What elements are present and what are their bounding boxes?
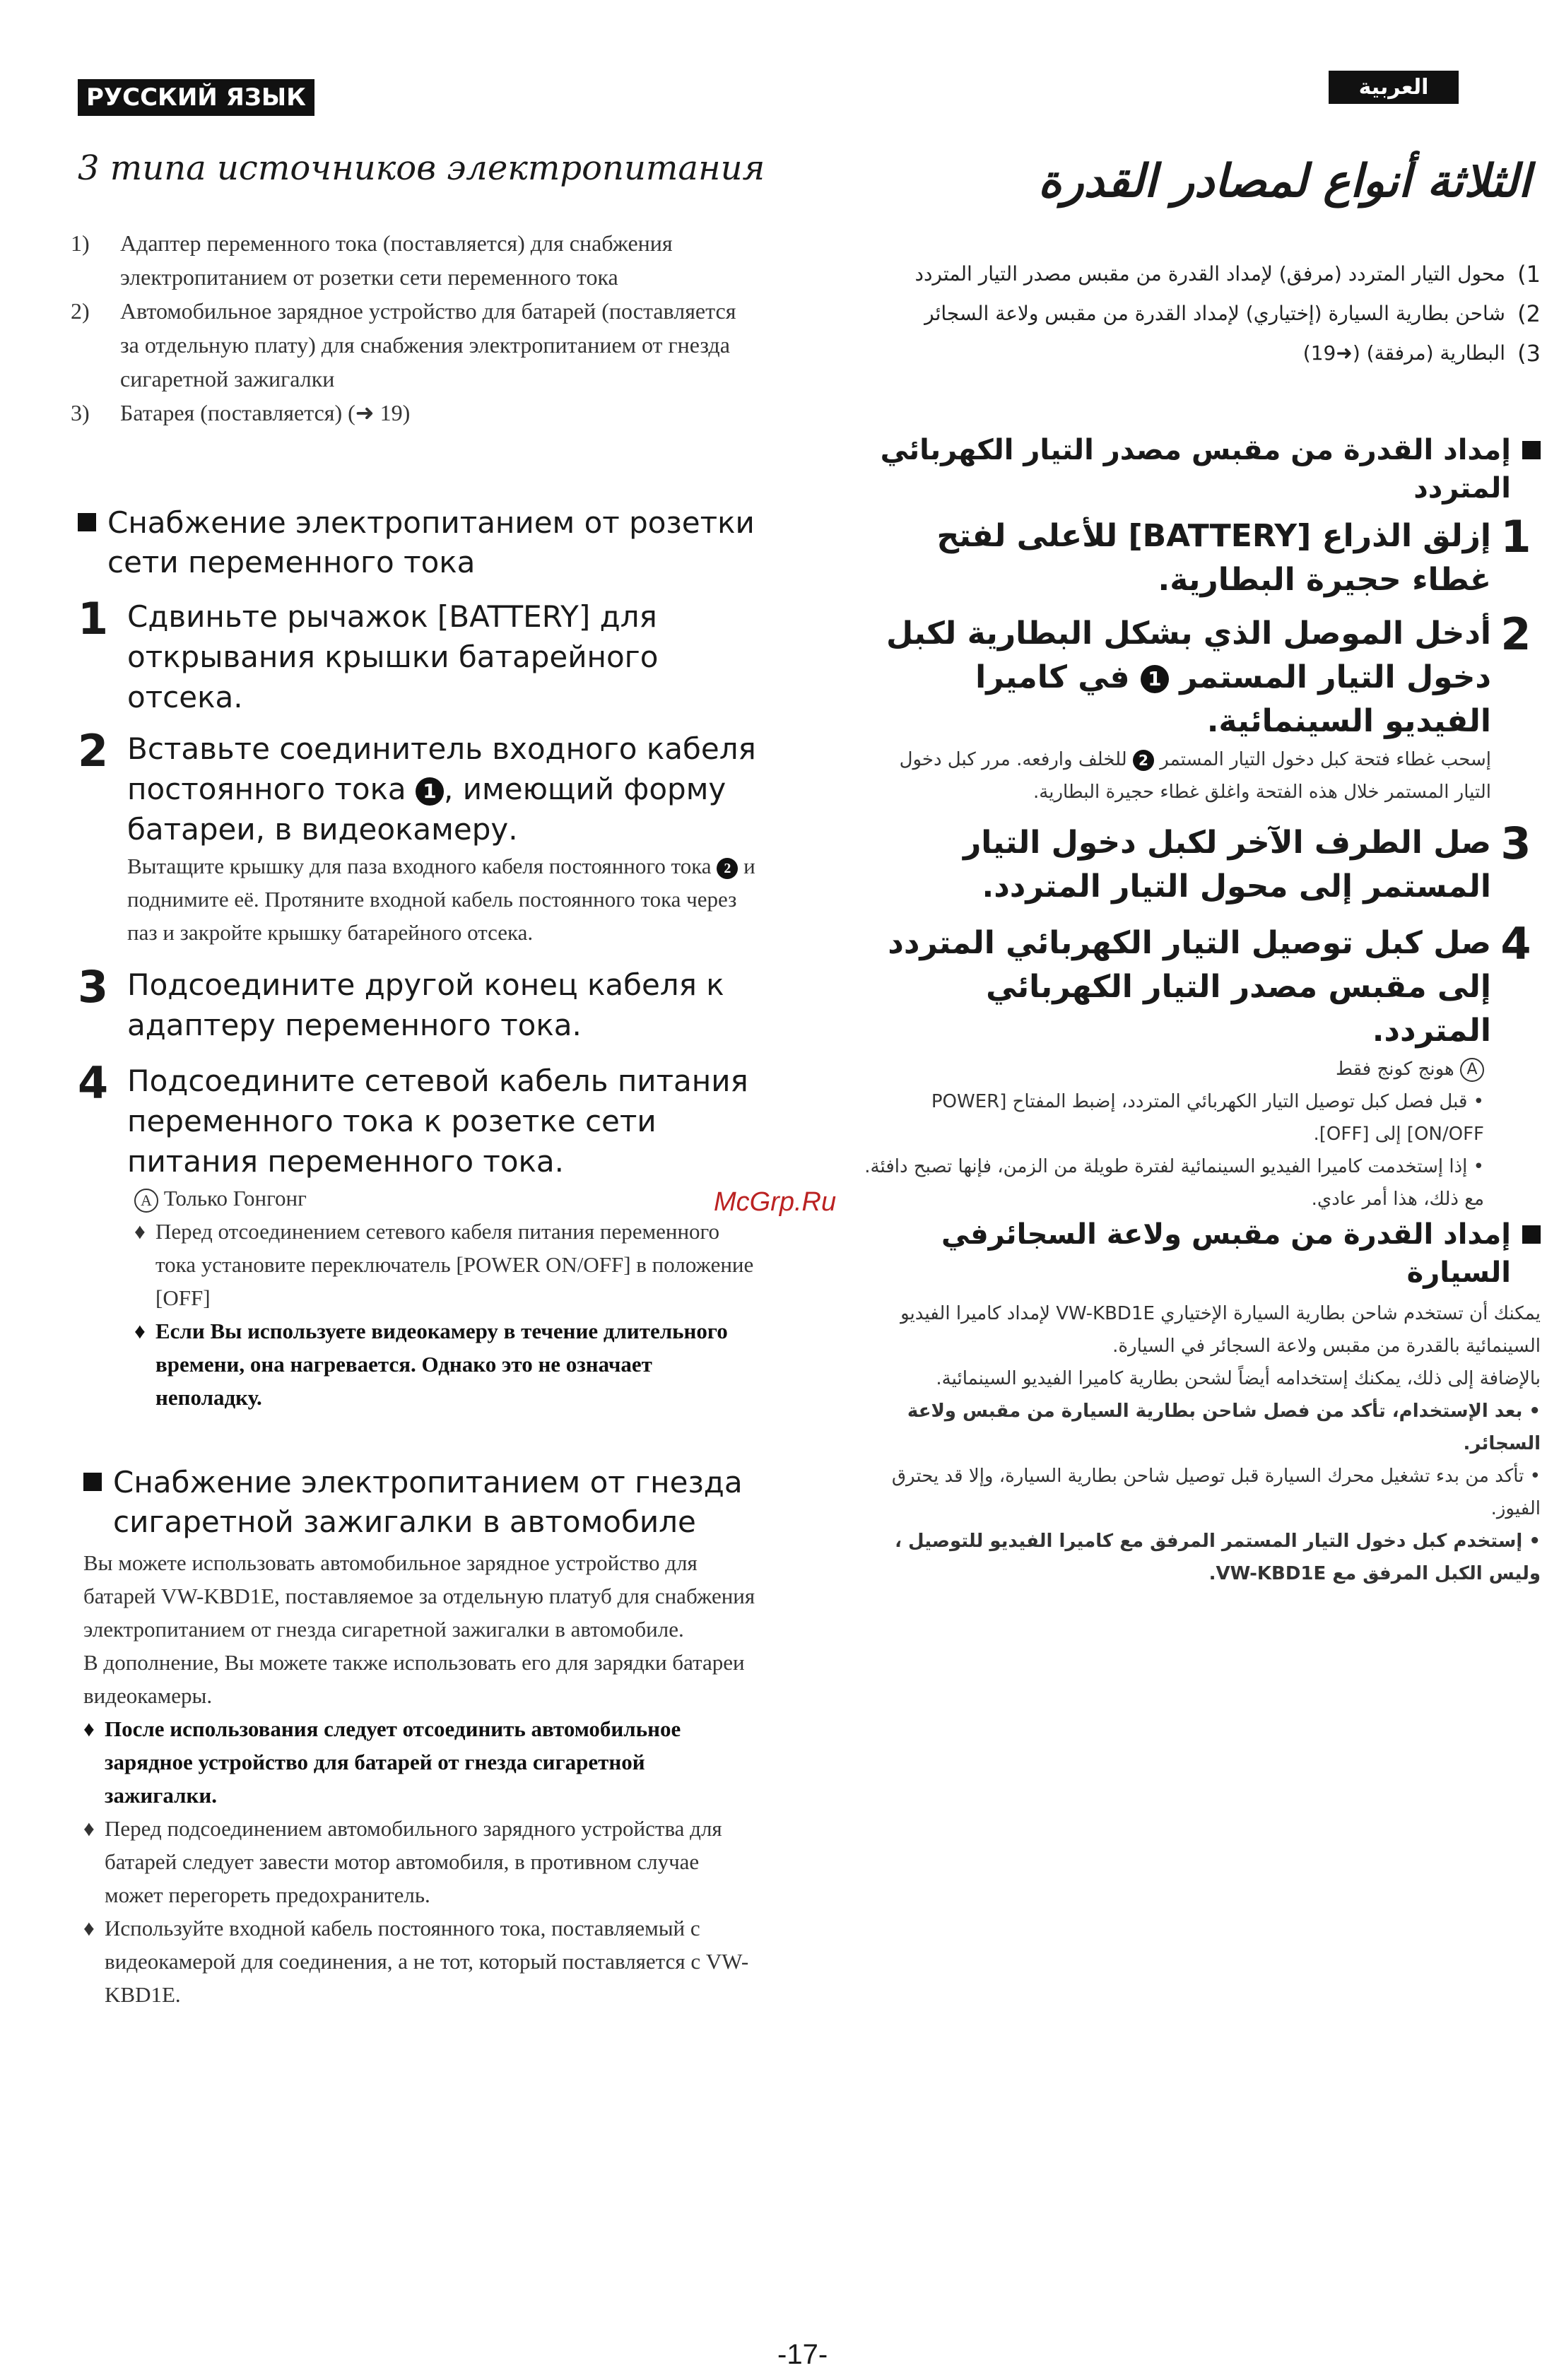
circled-number-icon: 1 — [416, 777, 444, 806]
ar-section-heading: إمداد القدرة من مقبس مصدر التيار الكهربائي المتردد — [862, 431, 1541, 507]
ar-paragraph: بالإضافة إلى ذلك، يمكنك إستخدامه أيضاً لشحن بطارية كاميرا الفيديو السينمائية. — [936, 1368, 1541, 1389]
square-bullet-icon — [1522, 441, 1541, 459]
circled-number-icon: 2 — [717, 858, 738, 879]
ar-bullet: • إذا إستخدمت كاميرا الفيديو السينمائية لفترة طويلة من الزمن، فإنها تصبح دافئة. مع ذلك، هذا أمر عادي. — [864, 1156, 1484, 1210]
ru-section-ac-outlet — [78, 503, 756, 1414]
circled-number-icon: 2 — [1133, 750, 1154, 771]
ru-section-heading: Снабжение электропитанием от розетки сети переменного тока — [78, 503, 756, 582]
ar-bullet: • بعد الإستخدام، تأكد من فصل شاحن بطارية السيارة من مقبس ولاعة السجائر. — [907, 1401, 1541, 1454]
list-item: 1) محول التيار المتردد (مرفق) لإمداد القدرة من مقبس مصدر التيار المتردد — [914, 261, 1541, 288]
ru-step-4: 4 Подсоедините сетевой кабель питания переменного тока к розетке сети питания переменного тока. — [78, 1057, 748, 1179]
square-bullet-icon — [83, 1473, 102, 1491]
language-badge-arabic: العربية — [1329, 71, 1459, 104]
ru-bullet: ♦ После использования следует отсоединить автомобильное зарядное устройство для батарей от гнезда сигаретной зажигалки. — [83, 1716, 681, 1808]
square-bullet-icon — [78, 513, 96, 531]
page-number: -17- — [777, 2339, 828, 2370]
ar-bullet: • تأكد من بدء تشغيل محرك السيارة قبل توصيل شاحن بطارية السيارة، وإلا قد يحترق الفيوز. — [891, 1466, 1541, 1519]
ru-section-heading: Снабжение электропитанием от гнезда сигаретной зажигалки в автомобиле — [83, 1463, 762, 1542]
ru-step-3: 3 Подсоедините другой конец кабеля к адаптеру переменного тока. — [78, 961, 724, 1042]
list-item: 2) شاحن بطارية السيارة (إختياري) لإمداد القدرة من مقبس ولاعة السجائر — [924, 300, 1541, 327]
ar-section-car-lighter — [862, 1215, 1541, 1590]
ru-step-2: 2 Вставьте соединитель входного кабеля постоянного тока 1 , имеющий форму батареи, в видеокамеру. — [78, 725, 756, 847]
watermark: McGrp.Ru — [714, 1187, 837, 1217]
ru-step-2-note: Вытащите крышку для паза входного кабеля постоянного тока 2 и поднимите её. Протяните входной кабель постоянного тока через паз и закройте крышку батарейного отсека. — [127, 854, 755, 945]
ar-page-title: الثلاثة أنواع لمصادر القدرة — [1038, 155, 1531, 208]
list-item: 1) Адаптер переменного тока (поставляется) для снабжения электропитанием от розетки сети переменного тока — [71, 230, 673, 290]
ru-page-title: 3 типа источников электропитания — [78, 148, 765, 188]
ar-step-3: 3 صل الطرف الآخر لكبل دخول التيار المستمر إلى محول التيار المتردد. — [963, 818, 1531, 905]
list-item: 3) البطارية (مرفقة) (➜19) — [1302, 340, 1541, 367]
ru-bullet: ♦ Перед отсоединением сетевого кабеля питания переменного тока установите переключатель [POWER ON/OFF] в положение [OFF] — [134, 1219, 754, 1310]
ru-paragraph: В дополнение, Вы можете также использовать его для зарядки батареи видеокамеры. — [83, 1650, 745, 1708]
ar-hongkong-note: A هونج كونج فقط — [862, 1053, 1484, 1085]
list-item: 2) Автомобильное зарядное устройство для батарей (поставляется за отдельную плату) для снабжения электропитанием от гнезда сигаретной зажигалки — [71, 298, 736, 391]
language-badge-russian: РУССКИЙ ЯЗЫК — [78, 79, 314, 116]
ru-bullet: ♦ Используйте входной кабель постоянного тока, поставляемый с видеокамерой для соединения, а не тот, который поставляется с VW-KBD1E. — [83, 1916, 749, 2007]
ar-step-1: 1 إزلق الذراع [BATTERY] للأعلى لفتح غطاء حجيرة البطارية. — [936, 511, 1531, 598]
list-item: 3) Батарея (поставляется) (➜ 19) — [71, 400, 411, 425]
ru-bullet: ♦ Перед подсоединением автомобильного зарядного устройства для батарей следует завести мотор автомобиля, в противном случае может перегореть предохранитель. — [83, 1816, 722, 1907]
ar-bullet: • قبل فصل كبل توصيل التيار الكهربائي المتردد، إضبط المفتاح [POWER ON/OFF] إلى [OFF]. — [931, 1091, 1484, 1145]
ar-section-ac-outlet — [862, 431, 1541, 1215]
ru-section-car-lighter — [83, 1463, 762, 2011]
ar-paragraph: يمكنك أن تستخدم شاحن بطارية السيارة الإختياري VW-KBD1E لإمداد كاميرا الفيديو السينمائية بالقدرة من مقبس ولاعة السجائر في السيارة. — [900, 1303, 1541, 1357]
ru-bullet: ♦ Если Вы используете видеокамеру в течение длительного времени, она нагревается. Однако это не означает неполадку. — [134, 1319, 728, 1410]
circled-letter-icon: A — [134, 1189, 158, 1213]
ru-paragraph: Вы можете использовать автомобильное зарядное устройство для батарей VW-KBD1E, поставляемое за отдельную платуб для снабжения электропитанием от гнезда сигаретной зажигалки в автомобиле. — [83, 1550, 755, 1642]
ru-hongkong-note: A Только Гонгонг — [134, 1182, 756, 1215]
ar-section-heading: إمداد القدرة من مقبس ولاعة السجائرفي السيارة — [862, 1215, 1541, 1292]
ar-step-4: 4 صل كبل توصيل التيار الكهربائي المتردد إلى مقبس مصدر التيار الكهربائي المتردد. — [888, 918, 1531, 1049]
ar-power-types-list — [834, 254, 1541, 373]
ru-power-types-list — [71, 226, 749, 430]
square-bullet-icon — [1522, 1225, 1541, 1244]
ru-step-1: 1 Сдвиньте рычажок [BATTERY] для открывания крышки батарейного отсека. — [78, 593, 659, 714]
circled-letter-icon: A — [1460, 1058, 1484, 1082]
ar-step-2-note: إسحب غطاء فتحة كبل دخول التيار المستمر 2 للخلف وارفعه. مرر كبل دخول التيار المستمر خلال هذه الفتحة واغلق غطاء حجيرة البطارية. — [899, 749, 1491, 803]
ar-step-2: 2 أدخل الموصل الذي بشكل البطارية لكبل دخول التيار المستمر 1 في كاميرا الفيديو السينمائية. — [886, 608, 1531, 739]
circled-number-icon: 1 — [1141, 665, 1169, 693]
ar-bullet: • إستخدم كبل دخول التيار المستمر المرفق مع كاميرا الفيديو للتوصيل ، وليس الكبل المرفق مع VW-KBD1E. — [895, 1531, 1541, 1584]
